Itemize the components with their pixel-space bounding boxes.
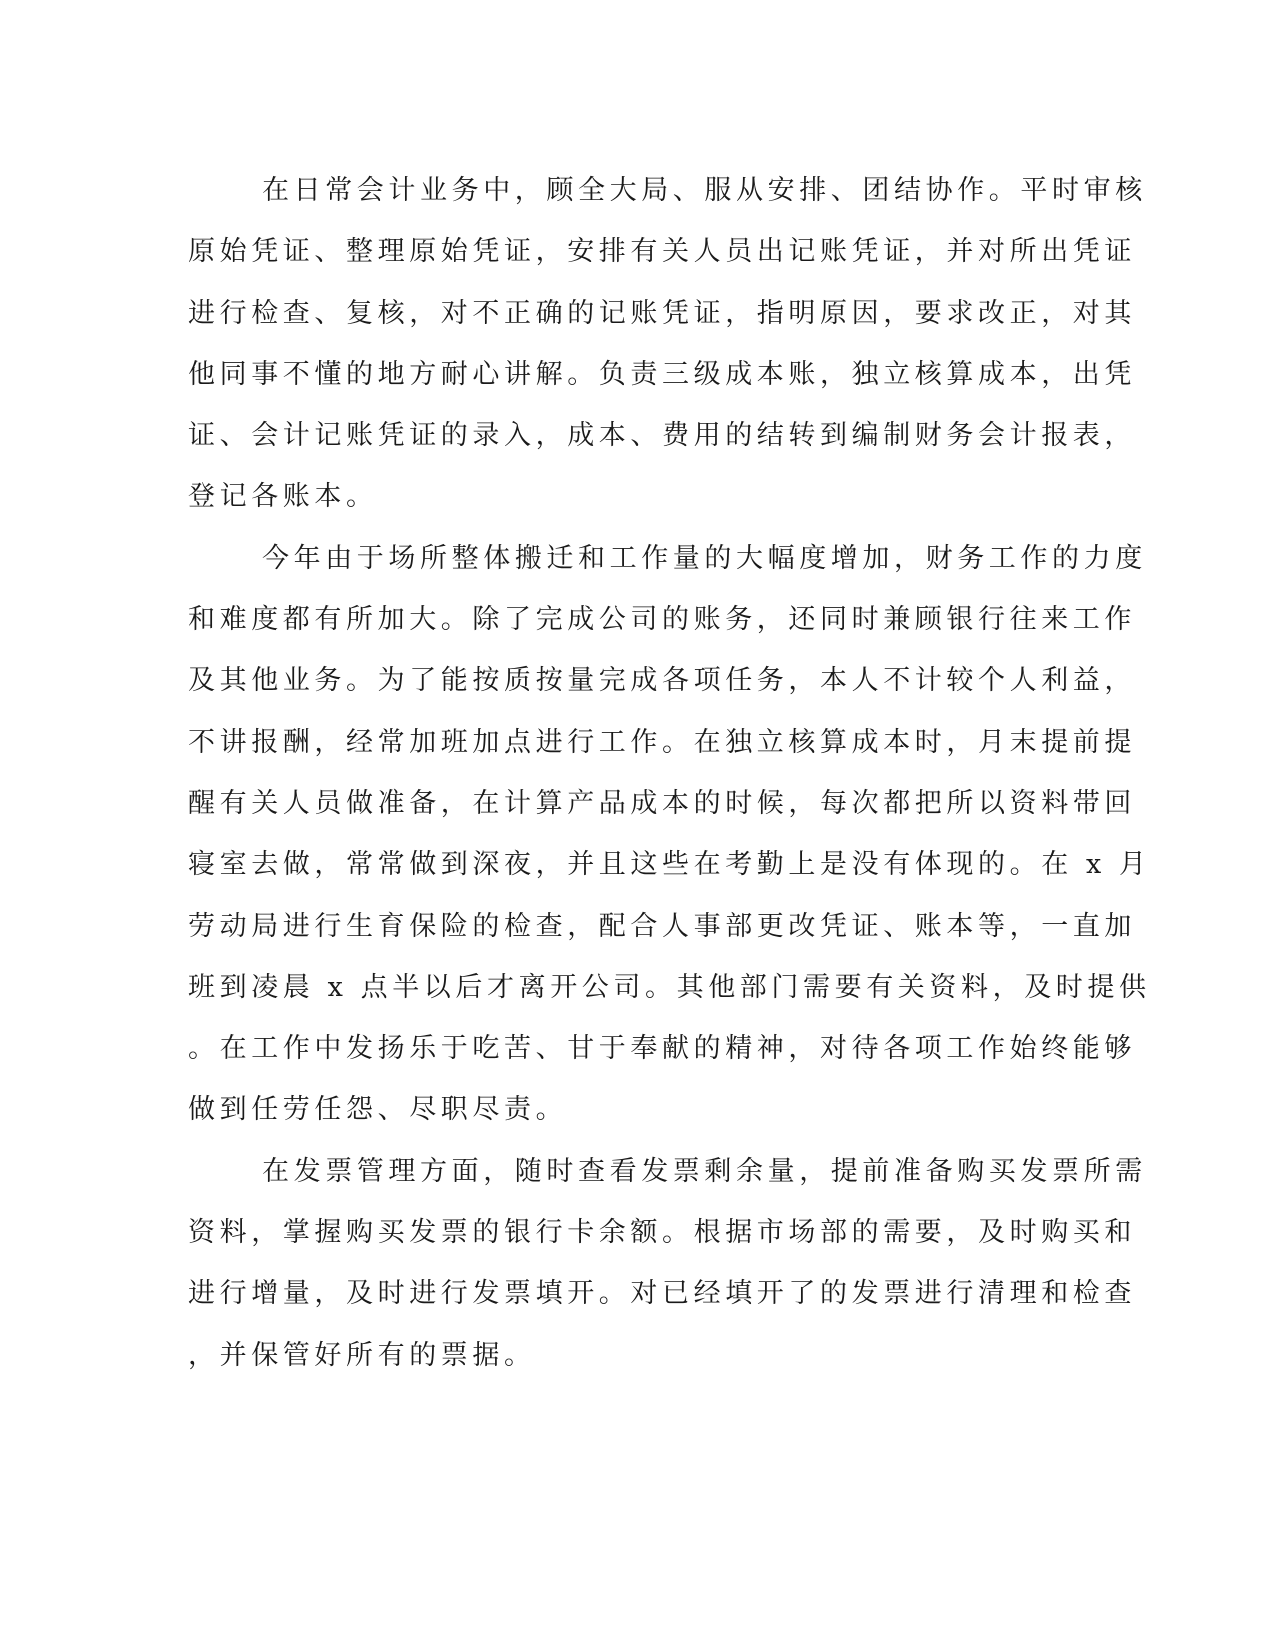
text-line: 在日常会计业务中，顾全大局、服从安排、团结协作。平时审核 (262, 175, 1147, 206)
text-line: 今年由于场所整体搬迁和工作量的大幅度增加，财务工作的力度 (262, 542, 1147, 574)
text-line: 和难度都有所加大。除了完成公司的账务，还同时兼顾银行往来工作 (188, 604, 1136, 636)
text-line: 。在工作中发扬乐于吃苦、甘于奉献的精神，对待各项工作始终能够 (188, 1033, 1136, 1065)
text-line: 班到凌晨 x 点半以后才离开公司。其他部门需要有关资料，及时提供 (188, 971, 1151, 1003)
paragraph-daily-accounting (188, 160, 1147, 528)
text-line: 寝室去做，常常做到深夜，并且这些在考勤上是没有体现的。在 x 月 (188, 849, 1151, 881)
text-line: 进行增量，及时进行发票填开。对已经填开了的发票进行清理和检查 (188, 1278, 1136, 1310)
text-line: ，并保管好所有的票据。 (188, 1339, 536, 1371)
paragraph-invoice-management (188, 1141, 1147, 1386)
document-body (188, 160, 1151, 1386)
text-line: 他同事不懂的地方耐心讲解。负责三级成本账，独立核算成本，出凭 (188, 358, 1136, 390)
text-line: 原始凭证、整理原始凭证，安排有关人员出记账凭证，并对所出凭证 (188, 236, 1136, 268)
text-line: 做到任劳任怨、尽职尽责。 (188, 1094, 568, 1126)
text-line: 登记各账本。 (188, 481, 378, 513)
paragraph-relocation-workload (188, 528, 1151, 1141)
text-line: 进行检查、复核，对不正确的记账凭证，指明原因，要求改正，对其 (188, 297, 1136, 329)
text-line: 及其他业务。为了能按质按量完成各项任务，本人不计较个人利益， (188, 665, 1136, 697)
text-line: 资料，掌握购买发票的银行卡余额。根据市场部的需要，及时购买和 (188, 1217, 1136, 1249)
text-line: 劳动局进行生育保险的检查，配合人事部更改凭证、账本等，一直加 (188, 910, 1136, 942)
text-line: 在发票管理方面，随时查看发票剩余量，提前准备购买发票所需 (262, 1155, 1147, 1187)
text-line: 醒有关人员做准备，在计算产品成本的时候，每次都把所以资料带回 (188, 787, 1136, 819)
text-line: 不讲报酬，经常加班加点进行工作。在独立核算成本时，月末提前提 (188, 726, 1136, 758)
text-line: 证、会计记账凭证的录入，成本、费用的结转到编制财务会计报表， (188, 420, 1136, 452)
